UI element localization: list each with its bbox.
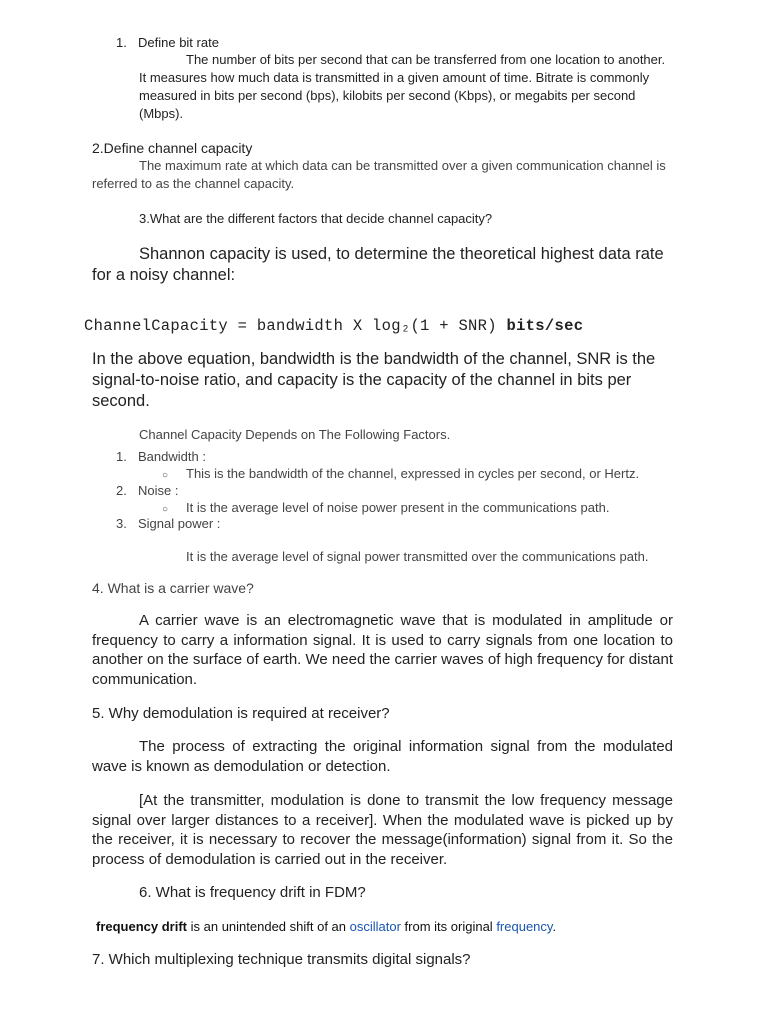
q7-title: 7. Which multiplexing technique transmits digital signals? <box>92 951 471 968</box>
factor-2-name: Noise : <box>138 483 179 498</box>
factor-1-name: Bandwidth : <box>138 449 206 464</box>
q3-title: 3.What are the different factors that decide channel capacity? <box>139 211 493 226</box>
q1-answer: The number of bits per second that can be transferred from one location to another. It measures how much data is transmitted in a given amount of time. Bitrate is commonly measured in bits per second (bps), kilobits per second (Kbps), or megabits per second (Mbps). <box>139 52 666 121</box>
oscillator-link[interactable]: oscillator <box>349 919 401 934</box>
factor-2 <box>116 482 716 500</box>
factor-3-name: Signal power : <box>138 516 221 531</box>
frequency-link[interactable]: frequency <box>496 919 553 934</box>
hollow-bullet-icon: ○ <box>162 470 169 481</box>
factor-3 <box>116 515 716 533</box>
q5-answer-1: The process of extracting the original information signal from the modulated wave is known as demodulation or detection. <box>92 738 673 775</box>
equation-explanation: In the above equation, bandwidth is the bandwidth of the channel, SNR is the signal-to-noise ratio, and capacity is the capacity of the channel in bits per second. <box>92 350 656 410</box>
q6-title: 6. What is frequency drift in FDM? <box>139 884 366 901</box>
q1-heading <box>116 34 716 52</box>
equation-unit: bits/sec <box>506 317 584 335</box>
q5-title: 5. Why demodulation is required at receiver? <box>92 705 390 722</box>
q5-answer-2: [At the transmitter, modulation is done to transmit the low frequency message signal over larger distances to a receiver]. When the modulated wave is picked up by the receiver, it is necessary to recover the message(information) signal from it. So the process of demodulation is carried out in the receiver. <box>92 792 673 868</box>
q2-title: 2.Define channel capacity <box>92 140 253 156</box>
capacity-equation <box>84 317 583 335</box>
factor-1-desc: This is the bandwidth of the channel, expressed in cycles per second, or Hertz. <box>186 466 640 481</box>
q6-answer: frequency drift is an unintended shift of an oscillator from its original frequency. <box>96 919 557 934</box>
factor-3-desc: It is the average level of signal power transmitted over the communications path. <box>186 549 649 564</box>
factor-2-number: 2. <box>116 483 127 498</box>
shannon-intro: Shannon capacity is used, to determine the theoretical highest data rate for a noisy channel: <box>92 245 664 284</box>
equation-main: ChannelCapacity = bandwidth X log₂(1 + SNR) <box>84 317 497 335</box>
factor-1-number: 1. <box>116 449 127 464</box>
factor-2-desc: It is the average level of noise power present in the communications path. <box>186 500 610 515</box>
q6-term: frequency drift <box>96 919 188 934</box>
q2-answer: The maximum rate at which data can be transmitted over a given communication channel is referred to as the channel capacity. <box>92 158 666 191</box>
q4-title: 4. What is a carrier wave? <box>92 580 254 596</box>
q1-title: Define bit rate <box>138 35 219 50</box>
factor-1 <box>116 448 716 466</box>
factors-heading: Channel Capacity Depends on The Following Factors. <box>139 427 451 442</box>
q4-answer: A carrier wave is an electromagnetic wave that is modulated in amplitude or frequency to carry a information signal. It is used to carry signals from one location to another on the surface of earth. We need the carrier waves of high frequency for distant communication. <box>92 612 673 688</box>
factor-3-number: 3. <box>116 516 127 531</box>
hollow-bullet-icon: ○ <box>162 504 169 515</box>
q1-number: 1. <box>116 35 127 50</box>
